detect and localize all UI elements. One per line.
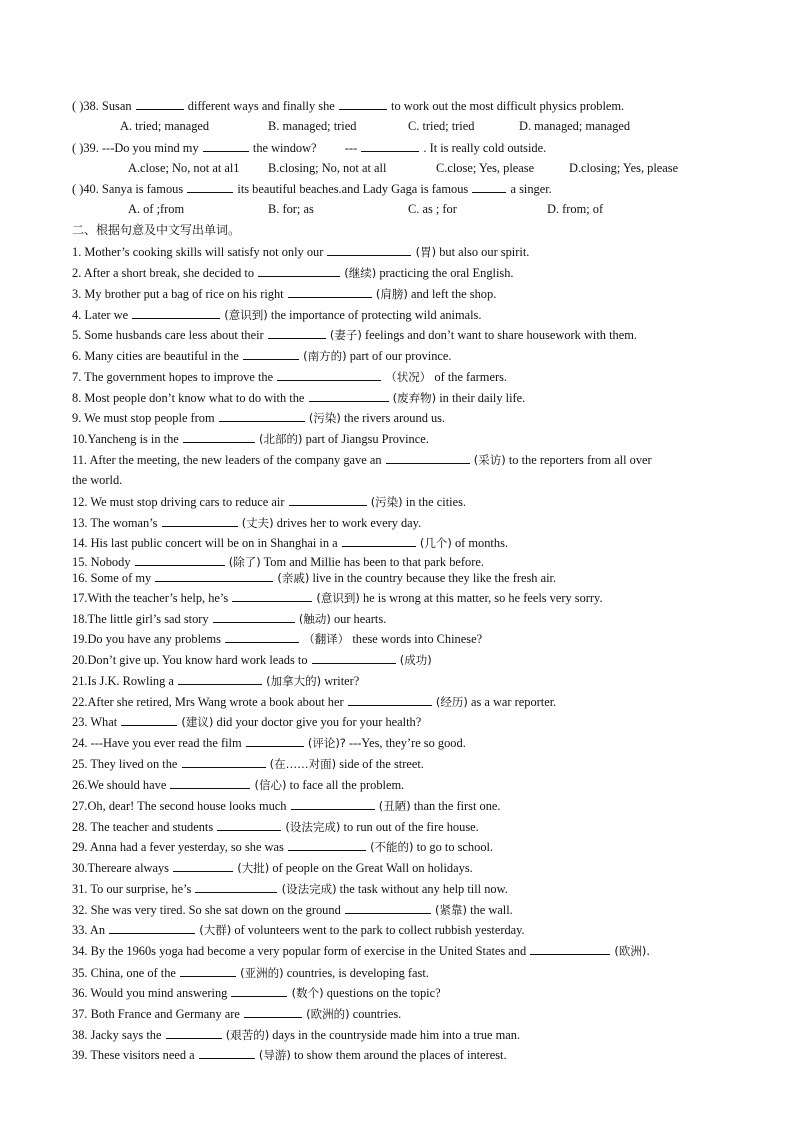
item-text: questions on the topic? [326, 986, 441, 1000]
option-a: A. tried; managed [120, 119, 210, 133]
item-text: live in the country because they like the fresh air. [312, 571, 557, 585]
chinese-hint: (大批) [237, 861, 270, 875]
fill-in-item [72, 514, 421, 531]
answer-blank[interactable] [243, 347, 299, 360]
item-text: 22.After she retired, Mrs Wang wrote a book about her [72, 695, 344, 709]
item-text: the wall. [470, 903, 513, 917]
item-text: 21.Is J.K. Rowling a [72, 674, 174, 688]
chinese-hint: (亚洲的) [240, 966, 284, 980]
chinese-hint: (评论)? [307, 736, 346, 750]
item-text: 1. Mother’s cooking skills will satisfy not only our [72, 245, 324, 259]
mc-text: --- [344, 141, 358, 155]
item-text: of months. [454, 536, 508, 550]
fill-in-item [72, 964, 429, 981]
item-text: than the first one. [413, 799, 501, 813]
fill-in-item [72, 430, 429, 447]
chinese-hint: (大群) [199, 923, 232, 937]
item-text: 27.Oh, dear! The second house looks much [72, 799, 287, 813]
answer-blank[interactable] [268, 326, 326, 339]
option-b: B. for; as [268, 202, 314, 216]
fill-in-item [72, 243, 529, 260]
answer-blank[interactable] [155, 569, 273, 582]
item-text: 38. Jacky says the [72, 1028, 162, 1042]
mc-text: a singer. [510, 182, 552, 196]
item-text: 32. She was very tired. So she sat down on the ground [72, 903, 341, 917]
answer-blank[interactable] [132, 306, 220, 319]
option-c: C. tried; tried [408, 119, 475, 133]
chinese-hint: (肩膀) [375, 287, 408, 301]
fill-in-item [72, 651, 432, 668]
chinese-hint: (意识到) [224, 308, 268, 322]
fill-in-item [72, 368, 507, 385]
mc-text: . It is really cold outside. [423, 141, 547, 155]
item-text: to face all the problem. [289, 778, 405, 792]
item-text: but also our spirit. [439, 245, 530, 259]
item-text: writer? [324, 674, 360, 688]
option-b: B.closing; No, not at all [268, 161, 387, 175]
item-text: our hearts. [333, 612, 387, 626]
fill-in-item [72, 942, 650, 959]
answer-blank[interactable] [213, 610, 295, 623]
chinese-hint: (加拿大的) [266, 674, 322, 688]
mc-text: its beautiful beaches.and Lady Gaga is famous [237, 182, 469, 196]
answer-blank[interactable] [342, 534, 416, 547]
item-text: 18.The little girl’s sad story [72, 612, 209, 626]
fill-in-item [72, 901, 513, 918]
item-text: the world. [72, 473, 123, 487]
answer-blank[interactable] [173, 859, 233, 872]
fill-in-item [72, 493, 466, 510]
item-text: 11. After the meeting, the new leaders of the company gave an [72, 453, 382, 467]
item-text: the rivers around us. [343, 411, 446, 425]
answer-blank[interactable] [231, 984, 287, 997]
item-text: the task without any help till now. [339, 882, 508, 896]
chinese-hint: (欧洲). [614, 944, 651, 958]
answer-blank[interactable] [109, 921, 195, 934]
chinese-hint: (经历) [435, 695, 468, 709]
answer-blank[interactable] [277, 368, 381, 381]
item-text: Tom and Millie has been to that park before. [263, 555, 484, 569]
fill-in-item [72, 306, 481, 323]
mc-prefix: ( )40. Sanya is famous [72, 182, 184, 196]
chinese-hint: (丑陋) [378, 799, 411, 813]
chinese-hint: (导游) [258, 1048, 291, 1062]
answer-blank[interactable] [166, 1026, 222, 1039]
answer-blank[interactable] [232, 589, 312, 602]
answer-blank[interactable] [530, 942, 610, 955]
answer-blank[interactable] [121, 713, 177, 726]
mc-question-38 [72, 97, 624, 114]
item-text: 20.Don’t give up. You know hard work leads to [72, 653, 308, 667]
answer-blank[interactable] [225, 630, 299, 643]
chinese-hint: (不能的) [370, 840, 414, 854]
answer-blank[interactable] [291, 797, 375, 810]
answer-blank[interactable] [180, 964, 236, 977]
chinese-hint: (几个) [419, 536, 452, 550]
answer-blank[interactable] [162, 514, 238, 527]
mc-text: to work out the most difficult physics problem. [391, 99, 625, 113]
fill-in-item [72, 569, 556, 586]
item-text: side of the street. [339, 757, 424, 771]
answer-blank[interactable] [203, 139, 249, 152]
item-text: 35. China, one of the [72, 966, 176, 980]
chinese-hint: (污染) [308, 411, 341, 425]
answer-blank[interactable] [361, 139, 419, 152]
option-d: D. managed; managed [519, 119, 631, 133]
fill-in-item [72, 285, 496, 302]
item-text: of the farmers. [434, 370, 507, 384]
chinese-hint: (建议) [181, 715, 214, 729]
item-text: 34. By the 1960s yoga had become a very popular form of exercise in the United States and [72, 944, 527, 958]
answer-blank[interactable] [339, 97, 387, 110]
chinese-hint: (信心) [254, 778, 287, 792]
answer-blank[interactable] [309, 389, 389, 402]
fill-in-item [72, 693, 556, 710]
item-text: 5. Some husbands care less about their [72, 328, 264, 342]
fill-in-item [72, 630, 482, 647]
fill-in-item [72, 610, 386, 627]
item-text: 26.We should have [72, 778, 167, 792]
option-d: D.closing; Yes, please [569, 161, 679, 175]
answer-blank[interactable] [178, 672, 262, 685]
item-text: 37. Both France and Germany are [72, 1007, 240, 1021]
item-text: 24. ---Have you ever read the film [72, 736, 242, 750]
chinese-hint: (采访) [473, 453, 506, 467]
fill-in-item [72, 326, 637, 343]
answer-blank[interactable] [199, 1046, 255, 1059]
chinese-hint: (南方的) [303, 349, 347, 363]
option-a: A. of ;from [128, 202, 185, 216]
answer-blank[interactable] [288, 285, 372, 298]
item-text: to go to school. [416, 840, 494, 854]
item-text: practicing the oral English. [379, 266, 514, 280]
chinese-hint: (成功) [399, 653, 432, 667]
answer-blank[interactable] [219, 409, 305, 422]
answer-blank[interactable] [348, 693, 432, 706]
item-text: as a war reporter. [470, 695, 557, 709]
fill-in-item [72, 534, 508, 551]
item-text: 7. The government hopes to improve the [72, 370, 274, 384]
answer-blank[interactable] [288, 838, 366, 851]
item-text: 33. An [72, 923, 106, 937]
fill-in-item [72, 389, 525, 406]
answer-blank[interactable] [170, 776, 250, 789]
answer-blank[interactable] [183, 430, 255, 443]
item-text: 28. The teacher and students [72, 820, 214, 834]
fill-in-item [72, 921, 525, 938]
answer-blank[interactable] [386, 451, 470, 464]
fill-in-item [72, 347, 452, 364]
item-text: feelings and don’t want to share housework with them. [364, 328, 637, 342]
item-text: did your doctor give you for your health? [216, 715, 422, 729]
answer-blank[interactable] [135, 553, 225, 566]
item-text: 10.Yancheng is in the [72, 432, 179, 446]
answer-blank[interactable] [327, 243, 411, 256]
fill-in-item [72, 755, 424, 772]
item-text: 15. Nobody [72, 555, 131, 569]
fill-in-item [72, 1046, 507, 1063]
fill-in-item [72, 264, 514, 281]
mc-text: different ways and finally she [187, 99, 335, 113]
item-text: the importance of protecting wild animals. [270, 308, 482, 322]
fill-in-item [72, 1005, 401, 1022]
section-title: 二、根据句意及中文写出单词。 [72, 223, 241, 237]
item-text: and left the shop. [410, 287, 497, 301]
chinese-hint: (继续) [344, 266, 377, 280]
fill-in-item [72, 797, 501, 814]
answer-blank[interactable] [289, 493, 367, 506]
chinese-hint: (污染) [370, 495, 403, 509]
fill-in-item [72, 984, 441, 1001]
item-text: in the cities. [405, 495, 466, 509]
fill-in-item [72, 713, 421, 730]
item-text: 39. These visitors need a [72, 1048, 195, 1062]
fill-in-item [72, 880, 508, 897]
item-text: of people on the Great Wall on holidays. [272, 861, 473, 875]
answer-blank[interactable] [187, 180, 233, 193]
item-text: 4. Later we [72, 308, 129, 322]
fill-in-item [72, 1026, 520, 1043]
item-text: part of our province. [349, 349, 452, 363]
chinese-hint: （翻译） [303, 632, 350, 646]
item-text: in their daily life. [439, 391, 526, 405]
option-c: C.close; Yes, please [436, 161, 535, 175]
mc-prefix: ( )39. ---Do you mind my [72, 141, 199, 155]
item-text: to run out of the fire house. [343, 820, 479, 834]
item-text: 36. Would you mind answering [72, 986, 228, 1000]
item-text: 3. My brother put a bag of rice on his right [72, 287, 284, 301]
mc-question-40 [72, 180, 552, 197]
fill-in-item [72, 776, 404, 793]
option-c: C. as ; for [408, 202, 457, 216]
item-text: 9. We must stop people from [72, 411, 215, 425]
item-text: to the reporters from all over [508, 453, 652, 467]
chinese-hint: (废弃物) [392, 391, 437, 405]
chinese-hint: (丈夫) [241, 516, 274, 530]
chinese-hint: (亲戚) [277, 571, 310, 585]
option-a: A.close; No, not at al1 [128, 161, 240, 175]
item-text: 14. His last public concert will be on in Shanghai in a [72, 536, 338, 550]
fill-in-item [72, 589, 603, 606]
answer-blank[interactable] [244, 1005, 302, 1018]
answer-blank[interactable] [258, 264, 340, 277]
continuation-line [72, 472, 122, 488]
chinese-hint: (除了) [228, 555, 261, 569]
item-text: ---Yes, they’re so good. [349, 736, 466, 750]
fill-in-item [72, 451, 652, 468]
chinese-hint: (妻子) [329, 328, 362, 342]
item-text: 2. After a short break, she decided to [72, 266, 255, 280]
item-text: part of Jiangsu Province. [305, 432, 429, 446]
answer-blank[interactable] [136, 97, 184, 110]
chinese-hint: (设法完成) [281, 882, 337, 896]
answer-blank[interactable] [195, 880, 277, 893]
chinese-hint: (意识到) [316, 591, 360, 605]
chinese-hint: (艰苦的) [225, 1028, 270, 1042]
answer-blank[interactable] [246, 734, 304, 747]
chinese-hint: （状况） [385, 370, 432, 384]
fill-in-item [72, 818, 479, 835]
chinese-hint: (欧洲的) [306, 1007, 350, 1021]
fill-in-item [72, 734, 466, 751]
item-text: to show them around the places of interest. [293, 1048, 507, 1062]
chinese-hint: (北部的) [259, 432, 303, 446]
chinese-hint: (设法完成) [285, 820, 341, 834]
item-text: 17.With the teacher’s help, he’s [72, 591, 229, 605]
item-text: 23. What [72, 715, 118, 729]
answer-blank[interactable] [182, 755, 266, 768]
answer-blank[interactable] [345, 901, 431, 914]
item-text: 6. Many cities are beautiful in the [72, 349, 239, 363]
item-text: 8. Most people don’t know what to do with the [72, 391, 305, 405]
fill-in-item [72, 838, 493, 855]
item-text: countries. [352, 1007, 402, 1021]
mc-text: the window? [252, 141, 317, 155]
item-text: 19.Do you have any problems [72, 632, 222, 646]
item-text: days in the countryside made him into a true man. [272, 1028, 521, 1042]
fill-in-item [72, 553, 484, 570]
item-text: these words into Chinese? [352, 632, 483, 646]
answer-blank[interactable] [312, 651, 396, 664]
chinese-hint: (胃) [415, 245, 437, 259]
item-text: of volunteers went to the park to collect rubbish yesterday. [234, 923, 525, 937]
fill-in-item [72, 672, 359, 689]
item-text: drives her to work every day. [276, 516, 422, 530]
item-text: countries, is developing fast. [286, 966, 429, 980]
option-d: D. from; of [547, 202, 604, 216]
fill-in-item [72, 409, 445, 426]
item-text: 25. They lived on the [72, 757, 178, 771]
item-text: 12. We must stop driving cars to reduce air [72, 495, 285, 509]
item-text: 31. To our surprise, he’s [72, 882, 192, 896]
item-text: 16. Some of my [72, 571, 152, 585]
item-text: 30.Thereare always [72, 861, 170, 875]
answer-blank[interactable] [217, 818, 281, 831]
chinese-hint: (触动) [298, 612, 331, 626]
mc-question-39 [72, 139, 546, 156]
answer-blank[interactable] [472, 180, 506, 193]
item-text: he is wrong at this matter, so he feels very sorry. [362, 591, 603, 605]
chinese-hint: (紧靠) [435, 903, 467, 917]
fill-in-item [72, 859, 473, 876]
chinese-hint: (在……对面) [269, 757, 337, 771]
mc-prefix: ( )38. Susan [72, 99, 132, 113]
item-text: 29. Anna had a fever yesterday, so she was [72, 840, 284, 854]
chinese-hint: (数个) [291, 986, 324, 1000]
option-b: B. managed; tried [268, 119, 357, 133]
item-text: 13. The woman’s [72, 516, 158, 530]
